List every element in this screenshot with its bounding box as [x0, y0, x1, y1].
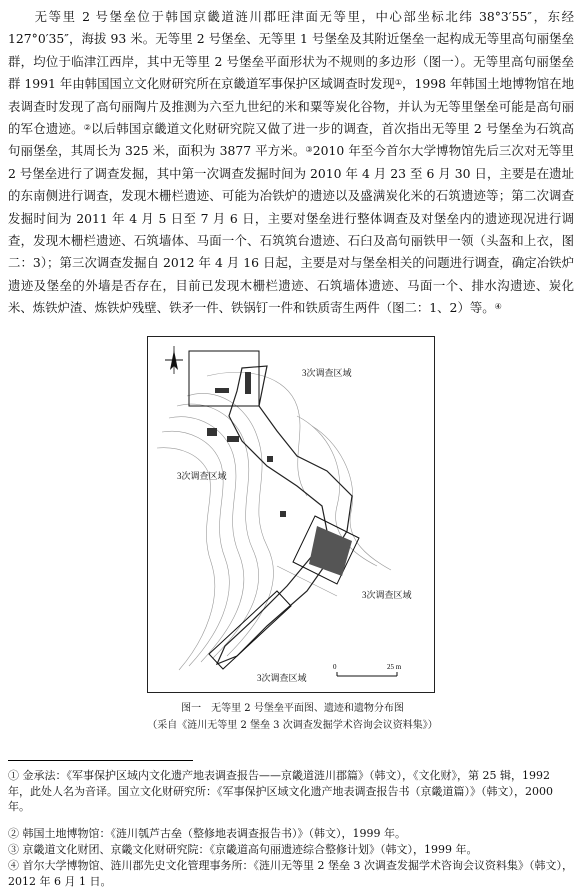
figure-source: （采自《涟川无等里 2 堡垒 3 次调查发掘学术咨询会议资料集》）: [147, 720, 438, 731]
footnote-marker-2: ②: [8, 827, 19, 840]
footnote-ref-2[interactable]: ②: [83, 123, 92, 133]
region-label-4: 3次调查区域: [257, 673, 307, 683]
region-label-1: 3次调查区域: [302, 368, 352, 378]
footnote-marker-3: ③: [8, 843, 19, 856]
footnote-ref-1[interactable]: ①: [394, 78, 403, 88]
region-label-3: 3次调查区域: [362, 590, 412, 600]
footnote-1: [8, 768, 574, 815]
footnote-4: [8, 858, 574, 889]
paragraph-text-1: 无等里 2 号堡垒位于韩国京畿道涟川郡旺津面无等里，中心部坐标北纬 38°3′55″，东经 127°0′35″，海拔 93 米。无等里 2 号堡垒、无等里 1 号堡垒及其附近堡垒一起构成无等里高句丽堡垒群，均位于临津江西岸，其中无等里 2 号堡垒平面形状为不规则的多边形（图一）。无等里高句丽堡垒群 1991 年由韩国国立文化财研究所在京畿道军事保护区域调查时发现: [8, 9, 574, 92]
footnote-text-1: 金承法：《军事保护区域内文化遗产地表调查报告——京畿道涟川郡篇》（韩文），《文化财》，第 25 辑，1992 年，此处人名为音译。国立文化财研究所：《军事保护区域文化遗产地表调查报告书（京畿道篇）》（韩文），2000 年。: [8, 769, 553, 813]
footnote-ref-4[interactable]: ④: [494, 302, 502, 312]
paragraph-text-3: 以后韩国京畿道文化财研究院又做了进一步的调查，首次指出无等里 2 号堡垒为石筑高句丽堡垒，其周长为 325 米，面积为 3877 平方米。: [8, 121, 575, 159]
paragraph-text-2: ，1998 年韩国土地博物馆在地表调查时发现了高句丽陶片及推测为六至九世纪的米和粟等炭化谷物，并认为无等里堡垒可能是高句丽的军仓遗迹。: [8, 76, 574, 137]
main-paragraph: [8, 6, 574, 320]
site-plan-figure: [147, 336, 435, 693]
scale-max: 25 m: [387, 663, 402, 671]
footnote-marker-4: ④: [8, 859, 19, 872]
footnote-ref-3[interactable]: ③: [305, 145, 313, 155]
figure-caption: 图一 无等里 2 号堡垒平面图、遗迹和遗物分布图: [181, 703, 404, 714]
region-label-2: 3次调查区域: [177, 471, 227, 481]
footnote-text-3: 京畿道文化财团、京畿文化财研究院：《京畿道高句丽遗迹综合整修计划》（韩文），1999 年。: [22, 843, 478, 856]
scale-zero: 0: [333, 663, 337, 671]
footnote-marker-1: ①: [8, 769, 19, 782]
footnote-divider: [8, 760, 193, 761]
paragraph-text-4: 2010 年至今首尔大学博物馆先后三次对无等里 2 号堡垒进行了调查发掘，其中第一次调查发掘时间为 2010 年 4 月 23 至 6 月 30 日，主要是在遗址的东南侧进行调查，发现木栅栏遗迹、可能为冶铁炉的遗迹以及盛满炭化米的石筑遗迹等；第二次调查发掘时间为 2011 年 4 月 5 日至 7 月 6 日，主要对堡垒进行整体调查及对堡垒内的遗迹现况进行调查，发现木栅栏遗迹、石筑墙体、马面一个、石筑筑台遗迹、石臼及高句丽铁甲一领（头盔和上衣，图二：3）；第三次调查发掘自 2012 年 4 月 16 日起，主要是对与堡垒相关的问题进行调查，确定冶铁炉遗迹及堡垒的外墙是否存在，目前已发现木栅栏遗迹、石筑墙体遗迹、马面一个、排水沟遗迹、炭化米、炼铁炉渣、炼铁炉残壁、铁矛一件、铁锅钉一件和铁质寄生两件（图二：1、2）等。: [8, 143, 574, 316]
footnote-text-4: 首尔大学博物馆、涟川郡先史文化管理事务所：《涟川无等里 2 堡垒 3 次调查发掘学术咨询会议资料集》（韩文），2012 年 6 月 1 日。: [8, 859, 573, 888]
footnote-text-2: 韩国土地博物馆：《涟川瓠芦古垒（整修地表调查报告书）》（韩文），1999 年。: [22, 827, 406, 840]
footnote-2: [8, 826, 574, 842]
site-plan-drawing: [147, 336, 435, 693]
footnote-3: [8, 842, 574, 858]
